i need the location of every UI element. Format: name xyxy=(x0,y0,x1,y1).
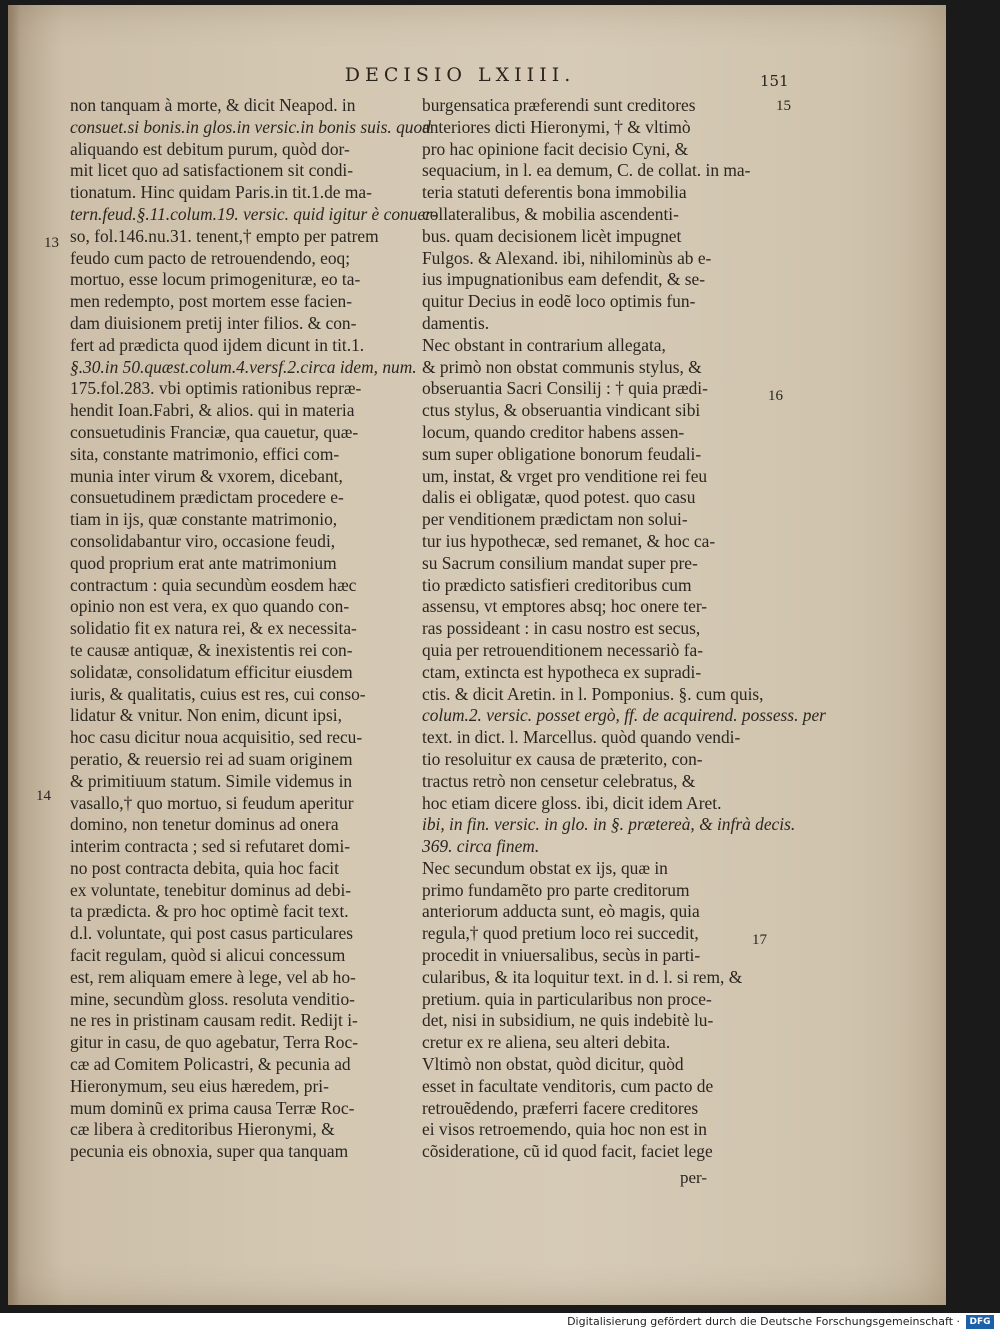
text-line: no post contracta debita, quia hoc facit xyxy=(70,857,339,878)
text-line: mum dominũ ex prima causa Terræ Roc- xyxy=(70,1097,355,1118)
catchword: per- xyxy=(680,1168,708,1187)
text-line: consolidabantur viro, occasione feudi, xyxy=(70,530,336,551)
text-line: cæ ad Comitem Policastri, & pecunia ad xyxy=(70,1054,351,1075)
text-line: ex voluntate, tenebitur dominus ad debi- xyxy=(70,879,352,900)
text-line: anteriorum adducta sunt, eò magis, quia xyxy=(422,901,700,922)
text-line: quitur Decius in eodẽ loco optimis fun- xyxy=(422,291,696,312)
text-line: consuetudinis Franciæ, qua cauetur, quæ- xyxy=(70,421,359,442)
text-line: mine, secundùm gloss. resoluta venditio- xyxy=(70,988,355,1009)
text-line: su Sacrum consilium mandat super pre- xyxy=(422,552,698,573)
text-line: 175.fol.283. vbi optimis rationibus repræ- xyxy=(70,378,362,399)
text-line: solidatio fit ex natura rei, & ex necessita- xyxy=(70,618,357,639)
text-line: consuet.si bonis.in glos.in versic.in bonis suis. quod xyxy=(70,116,431,137)
text-line: opinio non est vera, ex quo quando con- xyxy=(70,596,350,617)
text-line: Nec obstant in contrarium allegata, xyxy=(422,334,666,355)
page-edge-shadow xyxy=(8,5,20,1305)
text-line: quia per retrouenditionem necessariò fa- xyxy=(422,639,704,660)
text-line: assensu, vt emptores absq; hoc onere ter- xyxy=(422,596,708,617)
text-line: Nec secundum obstat ex ijs, quæ in xyxy=(422,857,668,878)
text-line: tern.feud.§.11.colum.19. versic. quid igitur è conuer- xyxy=(70,203,438,224)
text-line: damentis. xyxy=(422,312,490,333)
text-line: hoc casu dicitur noua acquisitio, sed recu- xyxy=(70,727,363,748)
text-line: um, instat, & vrget pro venditione rei feu xyxy=(422,465,708,486)
text-line: pretium. quia in particularibus non proce- xyxy=(422,988,712,1009)
margin-number-17: 17 xyxy=(752,932,767,948)
text-line: ius impugnationibus eam defendit, & se- xyxy=(422,269,706,290)
text-line: per venditionem prædictam non solui- xyxy=(422,509,688,530)
text-line: dam diuisionem pretij inter filios. & con- xyxy=(70,312,357,333)
text-line: solidatæ, consolidatum efficitur eiusdem xyxy=(70,661,353,682)
text-line: tur ius hypothecæ, sed remanet, & hoc ca- xyxy=(422,530,716,551)
text-line: collateralibus, & mobilia ascendenti- xyxy=(422,203,679,224)
text-line: peratio, & reuersio rei ad suam originem xyxy=(70,748,353,769)
text-line: munia inter virum & vxorem, dicebant, xyxy=(70,465,343,486)
text-line: procedit in vniuersalibus, secùs in parti- xyxy=(422,945,701,966)
text-line: gitur in casu, de quo agebatur, Terra Roc- xyxy=(70,1032,358,1053)
margin-number-16: 16 xyxy=(768,388,783,404)
text-line: teria statuti deferentis bona immobilia xyxy=(422,182,687,203)
margin-number-14: 14 xyxy=(36,788,51,804)
text-line: ne res in pristinam causam redit. Redijt i- xyxy=(70,1010,358,1031)
text-line: sum super obligatione bonorum feudali- xyxy=(422,443,702,464)
text-line: vasallo,† quo mortuo, si feudum aperitur xyxy=(70,792,354,813)
text-line: lidatur & vnitur. Non enim, dicunt ipsi, xyxy=(70,705,342,726)
text-line: tio prædicto satisfieri creditoribus cum xyxy=(422,574,692,595)
text-line: cõsideratione, cũ id quod facit, faciet lege xyxy=(422,1141,713,1162)
text-line: esset in facultate venditoris, cum pacto de xyxy=(422,1075,714,1096)
text-line: tractus retrò non censetur celebratus, & xyxy=(422,770,696,791)
text-line: facit regulam, quòd si alicui concessum xyxy=(70,945,346,966)
text-line: quod proprium erat ante matrimonium xyxy=(70,552,337,573)
dfg-logo-icon: DFG xyxy=(966,1315,994,1329)
text-line: cularibus, & ita loquitur text. in d. l. si rem, & xyxy=(422,966,743,987)
text-line: primo fundamẽto pro parte creditorum xyxy=(422,879,690,900)
footer-credit: Digitalisierung gefördert durch die Deutsche Forschungsgemeinschaft · xyxy=(567,1315,960,1328)
text-line: pro hac opinione facit decisio Cyni, & xyxy=(422,138,689,159)
margin-number-15: 15 xyxy=(776,98,791,114)
text-line: d.l. voluntate, qui post casus particulares xyxy=(70,923,354,944)
text-line: det, nisi in subsidium, ne quis indebitè lu- xyxy=(422,1010,714,1031)
footer-bar xyxy=(0,1313,1000,1332)
text-line: ibi, in fin. versic. in glo. in §. prætereà, & infrà decis. xyxy=(422,814,796,835)
text-line: ras possideant : in casu nostro est secus, xyxy=(422,618,701,639)
text-line: cretur ex re aliena, seu alteri debita. xyxy=(422,1032,671,1053)
text-line: non tanquam à morte, & dicit Neapod. in xyxy=(70,95,356,115)
text-line: ta prædicta. & pro hoc optimè facit text. xyxy=(70,901,349,922)
text-line: bus. quam decisionem licèt impugnet xyxy=(422,225,682,246)
text-line: pecunia eis obnoxia, super qua tanquam xyxy=(70,1141,349,1162)
text-line: domino, non tenetur dominus ad onera xyxy=(70,814,339,835)
text-line: feudo cum pacto de retrouendendo, eoq; xyxy=(70,247,351,268)
text-line: ei visos retroemendo, quia hoc non est in xyxy=(422,1119,707,1140)
text-line: sequacium, in l. ea demum, C. de collat. in ma- xyxy=(422,160,751,181)
text-line: 369. circa finem. xyxy=(422,836,540,857)
text-line: men redempto, post mortem esse facien- xyxy=(70,291,353,312)
text-line: mit licet quo ad satisfactionem sit condi- xyxy=(70,160,354,181)
text-line: & primitiuum statum. Simile videmus in xyxy=(70,770,353,791)
text-line: Fulgos. & Alexand. ibi, nihilominùs ab e- xyxy=(422,247,712,268)
text-line: sita, constante matrimonio, effici com- xyxy=(70,443,340,464)
text-line: contractum : quia secundùm eosdem hæc xyxy=(70,574,357,595)
text-line: ctis. & dicit Aretin. in l. Pomponius. §. cum quis, xyxy=(422,683,764,704)
text-line: tiam in ijs, quæ constante matrimonio, xyxy=(70,509,338,530)
text-line: est, rem aliquam emere à lege, vel ab ho- xyxy=(70,966,356,987)
text-line: iuris, & qualitatis, cuius est res, cui conso- xyxy=(70,683,366,704)
text-line: hoc etiam dicere gloss. ibi, dicit idem Aret. xyxy=(422,792,722,813)
text-line: text. in dict. l. Marcellus. quòd quando vendi- xyxy=(422,727,741,748)
text-line: te causæ antiquæ, & inexistentis rei con- xyxy=(70,639,353,660)
text-line: tionatum. Hinc quidam Paris.in tit.1.de ma- xyxy=(70,182,372,203)
text-line: interim contracta ; sed si refutaret domi- xyxy=(70,836,351,857)
text-line: colum.2. versic. posset ergò, ff. de acquirend. possess. per xyxy=(422,705,826,726)
text-line: aliquando est debitum purum, quòd dor- xyxy=(70,138,350,159)
left-text-column xyxy=(70,95,438,1163)
text-line: mortuo, esse locum primogenituræ, eo ta- xyxy=(70,269,361,290)
text-line: ctus stylus, & obseruantia vindicant sibi xyxy=(422,400,701,421)
text-line: Vltimò non obstat, quòd dicitur, quòd xyxy=(422,1054,684,1075)
text-line: anteriores dicti Hieronymi, † & vltimò xyxy=(422,116,691,137)
text-line: regula,† quod pretium loco rei succedit, xyxy=(422,923,699,944)
text-line: retrouẽdendo, præferri facere creditores xyxy=(422,1097,699,1118)
text-line: fert ad prædicta quod ijdem dicunt in tit.1. xyxy=(70,334,365,355)
text-line: locum, quando creditor habens assen- xyxy=(422,421,685,442)
text-line: obseruantia Sacri Consilij : † quia prædi- xyxy=(422,378,708,399)
text-line: hendit Ioan.Fabri, & alios. qui in materia xyxy=(70,400,355,421)
margin-number-13: 13 xyxy=(44,235,59,251)
page-number: 151 xyxy=(760,72,789,90)
text-line: consuetudinem prædictam procedere e- xyxy=(70,487,344,508)
text-line: dalis ei obligatæ, quod potest. quo casu xyxy=(422,487,696,508)
text-line: §.30.in 50.quæst.colum.4.versf.2.circa idem, num. xyxy=(70,356,417,377)
text-line: Hieronymum, seu eius hæredem, pri- xyxy=(70,1075,329,1096)
text-line: ctam, extincta est hypotheca ex supradi- xyxy=(422,661,702,682)
text-line: & primò non obstat communis stylus, & xyxy=(422,356,702,377)
running-header: DECISIO LXIIII. xyxy=(344,64,576,86)
text-line: so, fol.146.nu.31. tenent,† empto per patrem xyxy=(70,225,379,246)
text-line: cæ libera à creditoribus Hieronymi, & xyxy=(70,1119,335,1140)
text-line: tio resoluitur ex causa de præterito, con- xyxy=(422,748,703,769)
text-line: burgensatica præferendi sunt creditores xyxy=(422,95,696,115)
